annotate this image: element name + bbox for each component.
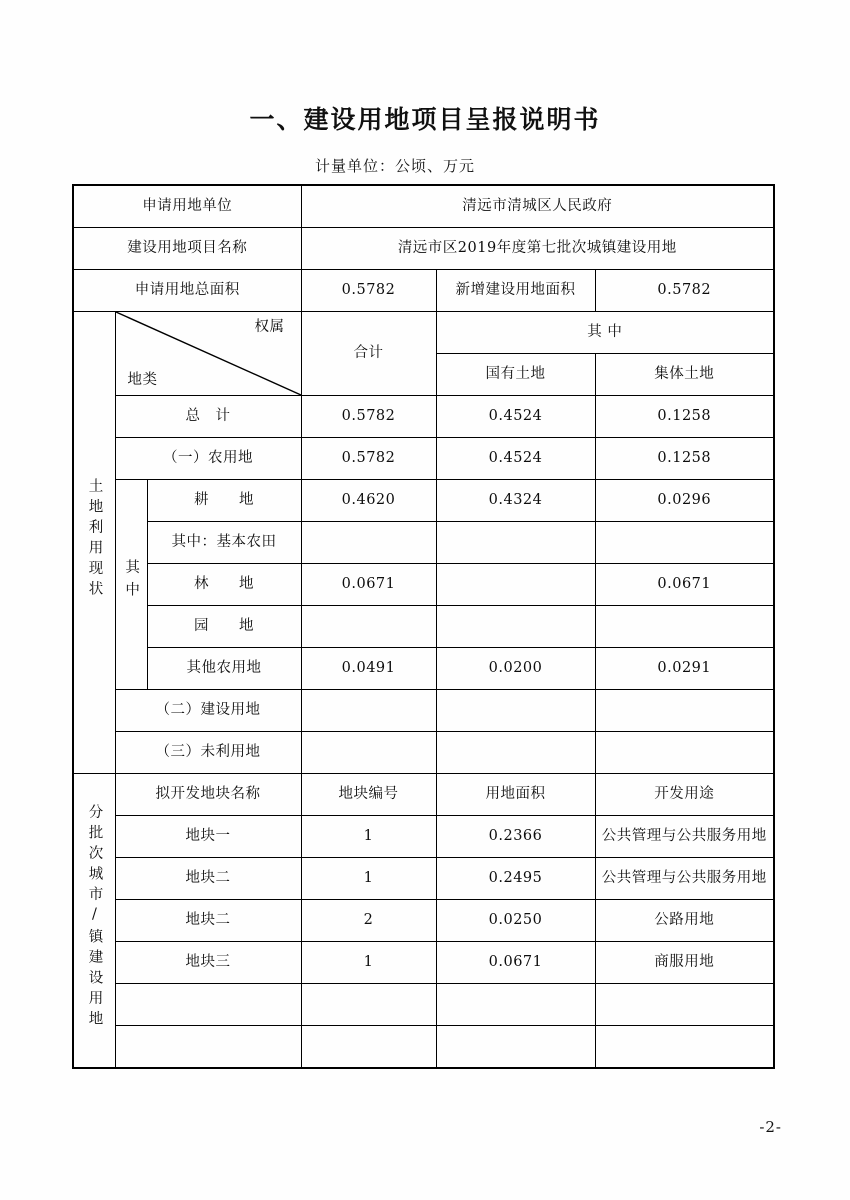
table-row-unused-land [73,732,774,774]
land-row-state: 0.4524 [436,396,595,438]
table-row-parcel [73,984,774,1026]
parcel-purpose: 公共管理与公共服务用地 [595,816,774,858]
land-row-label: 林 地 [147,564,301,606]
land-row-label: 园 地 [147,606,301,648]
land-row-total [301,732,436,774]
land-row-label: 耕 地 [147,480,301,522]
total-area-value: 0.5782 [301,270,436,312]
table-row-forest [73,564,774,606]
parcel-number: 1 [301,816,436,858]
parcel-number [301,984,436,1026]
table-row-areas [73,270,774,312]
land-row-collective: 0.0296 [595,480,774,522]
parcel-header-area: 用地面积 [436,774,595,816]
page-title: 一、建设用地项目呈报说明书 [249,105,601,134]
land-row-total [301,606,436,648]
land-row-state: 0.4524 [436,438,595,480]
land-row-total: 0.5782 [301,396,436,438]
applicant-value: 清远市清城区人民政府 [301,185,774,228]
land-row-collective [595,606,774,648]
parcel-name [115,1026,301,1069]
land-row-state [436,606,595,648]
column-header-state-owned: 国有土地 [436,354,595,396]
table-row-construction-land [73,690,774,732]
table-row-agricultural [73,438,774,480]
land-row-total [301,522,436,564]
land-row-total: 0.4620 [301,480,436,522]
table-row-parcel [73,1026,774,1069]
parcel-header-number: 地块编号 [301,774,436,816]
nested-group-label [115,480,147,690]
parcel-name [115,984,301,1026]
land-row-label: 其他农用地 [147,648,301,690]
parcel-number: 1 [301,858,436,900]
parcel-purpose: 公共管理与公共服务用地 [595,858,774,900]
column-header-collective: 集体土地 [595,354,774,396]
ownership-label: 权属 [254,319,285,335]
land-row-label: 其中：基本农田 [147,522,301,564]
parcel-area [436,984,595,1026]
ownership-landtype-diagonal-header [115,312,301,396]
measurement-unit-note: 计量单位：公顷、万元 [314,157,475,175]
table-row-cultivated [73,480,774,522]
parcel-name: 地块二 [115,900,301,942]
land-row-label: 总 计 [115,396,301,438]
table-row-parcel [73,942,774,984]
table-row-parcel [73,858,774,900]
table-row-parcel [73,816,774,858]
table-row-land-total [73,396,774,438]
table-row-project-name [73,228,774,270]
land-application-table [72,184,775,1069]
parcel-header-name: 拟开发地块名称 [115,774,301,816]
land-row-label: （二）建设用地 [115,690,301,732]
table-row-garden [73,606,774,648]
parcels-section-label [73,774,115,1069]
parcel-area: 0.2495 [436,858,595,900]
table-row-parcel-headers [73,774,774,816]
land-row-collective: 0.0291 [595,648,774,690]
land-row-total: 0.5782 [301,438,436,480]
landtype-label: 地类 [127,371,158,388]
land-row-state: 0.4324 [436,480,595,522]
parcel-area [436,1026,595,1069]
parcel-area: 0.2366 [436,816,595,858]
table-row-other-agricultural [73,648,774,690]
parcel-name: 地块一 [115,816,301,858]
land-row-state: 0.0200 [436,648,595,690]
parcel-name: 地块二 [115,858,301,900]
land-row-collective [595,690,774,732]
nested-group-label-text: 其中 [123,559,140,605]
land-row-total: 0.0671 [301,564,436,606]
land-use-section-label [73,312,115,774]
applicant-label: 申请用地单位 [73,185,301,228]
land-row-collective [595,732,774,774]
project-label: 建设用地项目名称 [73,228,301,270]
column-header-group: 其 中 [436,312,774,354]
parcel-purpose [595,1026,774,1069]
table-row-parcel [73,900,774,942]
land-row-label: （三）未利用地 [115,732,301,774]
parcel-area: 0.0250 [436,900,595,942]
parcel-number [301,1026,436,1069]
land-use-section-label-text: 土地利用现状 [86,478,103,602]
land-row-state [436,522,595,564]
parcel-number: 1 [301,942,436,984]
land-row-state [436,690,595,732]
land-row-state [436,564,595,606]
parcel-area: 0.0671 [436,942,595,984]
parcel-purpose [595,984,774,1026]
parcel-number: 2 [301,900,436,942]
table-row-landuse-header-top [73,312,774,354]
land-row-collective: 0.1258 [595,438,774,480]
parcels-section-label-text: 分批次城市/镇建设用地 [86,804,103,1032]
parcel-purpose: 公路用地 [595,900,774,942]
land-row-total [301,690,436,732]
new-area-label: 新增建设用地面积 [436,270,595,312]
land-row-total: 0.0491 [301,648,436,690]
land-row-collective: 0.1258 [595,396,774,438]
column-header-total: 合计 [301,312,436,396]
land-row-collective [595,522,774,564]
page-number: -2- [759,1118,782,1136]
new-area-value: 0.5782 [595,270,774,312]
land-application-table-wrapper [72,184,773,1069]
table-row-basic-farmland [73,522,774,564]
total-area-label: 申请用地总面积 [73,270,301,312]
land-row-label: （一）农用地 [115,438,301,480]
table-row-applicant [73,185,774,228]
project-value: 清远市区2019年度第七批次城镇建设用地 [301,228,774,270]
parcel-header-purpose: 开发用途 [595,774,774,816]
parcel-purpose: 商服用地 [595,942,774,984]
land-row-state [436,732,595,774]
land-row-collective: 0.0671 [595,564,774,606]
parcel-name: 地块三 [115,942,301,984]
